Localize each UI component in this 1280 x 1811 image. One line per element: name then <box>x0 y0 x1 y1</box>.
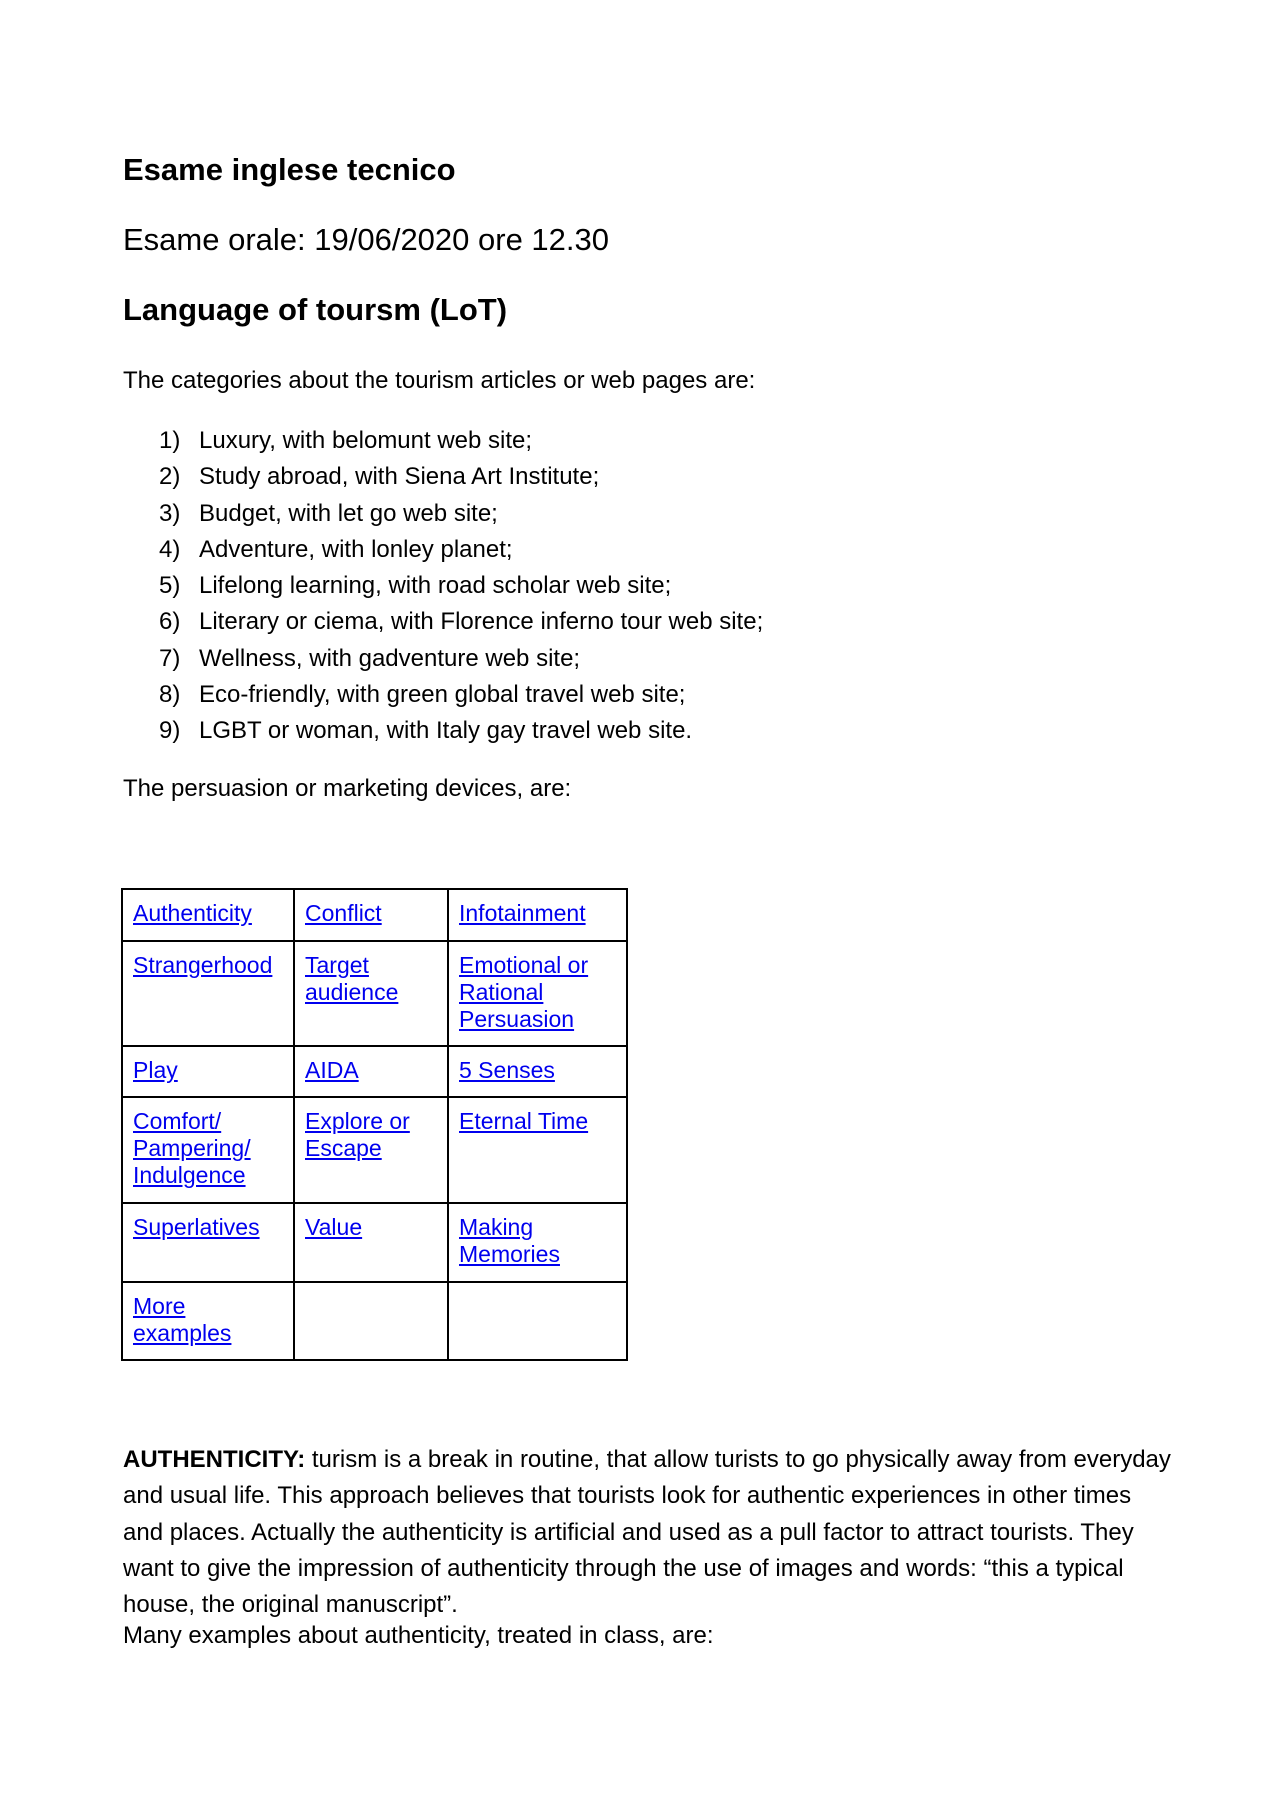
link-superlatives[interactable]: Superlatives <box>133 1214 260 1240</box>
persuasion-intro: The persuasion or marketing devices, are: <box>123 775 572 802</box>
table-cell <box>448 941 627 1046</box>
list-item <box>159 568 763 604</box>
list-item-text: Literary or ciema, with Florence inferno tour web site; <box>199 608 764 636</box>
table-row <box>122 889 627 941</box>
link-emotional-rational-persuasion[interactable]: Emotional or Rational Persuasion <box>459 952 589 1032</box>
table-cell-empty <box>448 1282 627 1360</box>
table-row <box>122 1203 627 1282</box>
list-number: 9) <box>159 717 181 745</box>
table-cell <box>122 941 294 1046</box>
table-cell <box>448 1046 627 1097</box>
link-authenticity[interactable]: Authenticity <box>133 900 252 926</box>
table-row <box>122 1046 627 1097</box>
authenticity-label: AUTHENTICITY: <box>123 1446 306 1473</box>
persuasion-devices-table <box>121 888 628 1361</box>
link-strangerhood[interactable]: Strangerhood <box>133 952 273 978</box>
list-item-text: Luxury, with belomunt web site; <box>199 427 533 454</box>
table-cell <box>448 1203 627 1282</box>
list-item-text: Eco-friendly, with green global travel web site; <box>199 681 686 709</box>
list-number: 1) <box>159 427 181 454</box>
link-comfort-pampering-indulgence[interactable]: Comfort/ Pampering/ Indulgence <box>133 1108 251 1188</box>
table-cell <box>122 1282 294 1360</box>
list-item-text: LGBT or woman, with Italy gay travel web site. <box>199 717 693 745</box>
table-row <box>122 941 627 1046</box>
table-row <box>122 1282 627 1360</box>
categories-intro: The categories about the tourism articles or web pages are: <box>123 367 756 394</box>
table-cell <box>294 889 448 941</box>
table-cell <box>294 1097 448 1203</box>
list-item <box>159 677 763 713</box>
list-number: 2) <box>159 463 181 491</box>
exam-date: Esame orale: 19/06/2020 ore 12.30 <box>123 222 610 257</box>
table-row <box>122 1097 627 1203</box>
section-title: Language of toursm (LoT) <box>123 292 508 327</box>
list-number: 7) <box>159 644 181 672</box>
list-item-text: Adventure, with lonley planet; <box>199 535 513 563</box>
list-number: 8) <box>159 681 181 709</box>
table-cell <box>294 1203 448 1282</box>
link-eternal-time[interactable]: Eternal Time <box>459 1108 589 1134</box>
link-making-memories[interactable]: Making Memories <box>459 1214 560 1267</box>
link-conflict[interactable]: Conflict <box>305 900 382 926</box>
link-explore-or-escape[interactable]: Explore or Escape <box>305 1108 410 1161</box>
table-cell <box>294 941 448 1046</box>
link-5-senses[interactable]: 5 Senses <box>459 1057 555 1083</box>
examples-intro: Many examples about authenticity, treated in class, are: <box>123 1622 714 1649</box>
list-item-text: Budget, with let go web site; <box>199 499 498 527</box>
list-item-text: Study abroad, with Siena Art Institute; <box>199 463 600 491</box>
table-cell-empty <box>294 1282 448 1360</box>
list-item-text: Lifelong learning, with road scholar web site; <box>199 572 672 600</box>
list-item <box>159 532 763 568</box>
link-target-audience[interactable]: Target audience <box>305 952 399 1005</box>
list-item-text: Wellness, with gadventure web site; <box>199 644 581 672</box>
list-item <box>159 604 763 640</box>
list-number: 4) <box>159 535 181 563</box>
list-item <box>159 423 763 459</box>
table-cell <box>122 1097 294 1203</box>
list-item <box>159 641 763 677</box>
table-cell <box>122 889 294 941</box>
link-play[interactable]: Play <box>133 1057 178 1083</box>
link-more-examples[interactable]: More examples <box>133 1293 232 1346</box>
link-value[interactable]: Value <box>305 1214 363 1240</box>
table-cell <box>448 889 627 941</box>
authenticity-text: turism is a break in routine, that allow turists to go physically away from everyday and usual life. This approach believes that tourists look for authentic experiences in other times and places. Actually the authenticity is artificial and used as a pull factor to attract tourists. They want to give the impression of authenticity through the use of images and words: “this a typical house, the original manuscript”. <box>123 1446 1171 1619</box>
link-infotainment[interactable]: Infotainment <box>459 900 586 926</box>
link-aida[interactable]: AIDA <box>305 1057 359 1083</box>
list-item <box>159 496 763 532</box>
table-cell <box>122 1046 294 1097</box>
list-number: 3) <box>159 499 181 527</box>
list-item <box>159 459 763 495</box>
categories-list <box>159 423 763 750</box>
list-item <box>159 713 763 749</box>
table-cell <box>294 1046 448 1097</box>
table-cell <box>122 1203 294 1282</box>
list-number: 5) <box>159 572 181 600</box>
authenticity-paragraph <box>123 1442 1173 1623</box>
document-title: Esame inglese tecnico <box>123 152 456 187</box>
list-number: 6) <box>159 608 181 636</box>
table-cell <box>448 1097 627 1203</box>
